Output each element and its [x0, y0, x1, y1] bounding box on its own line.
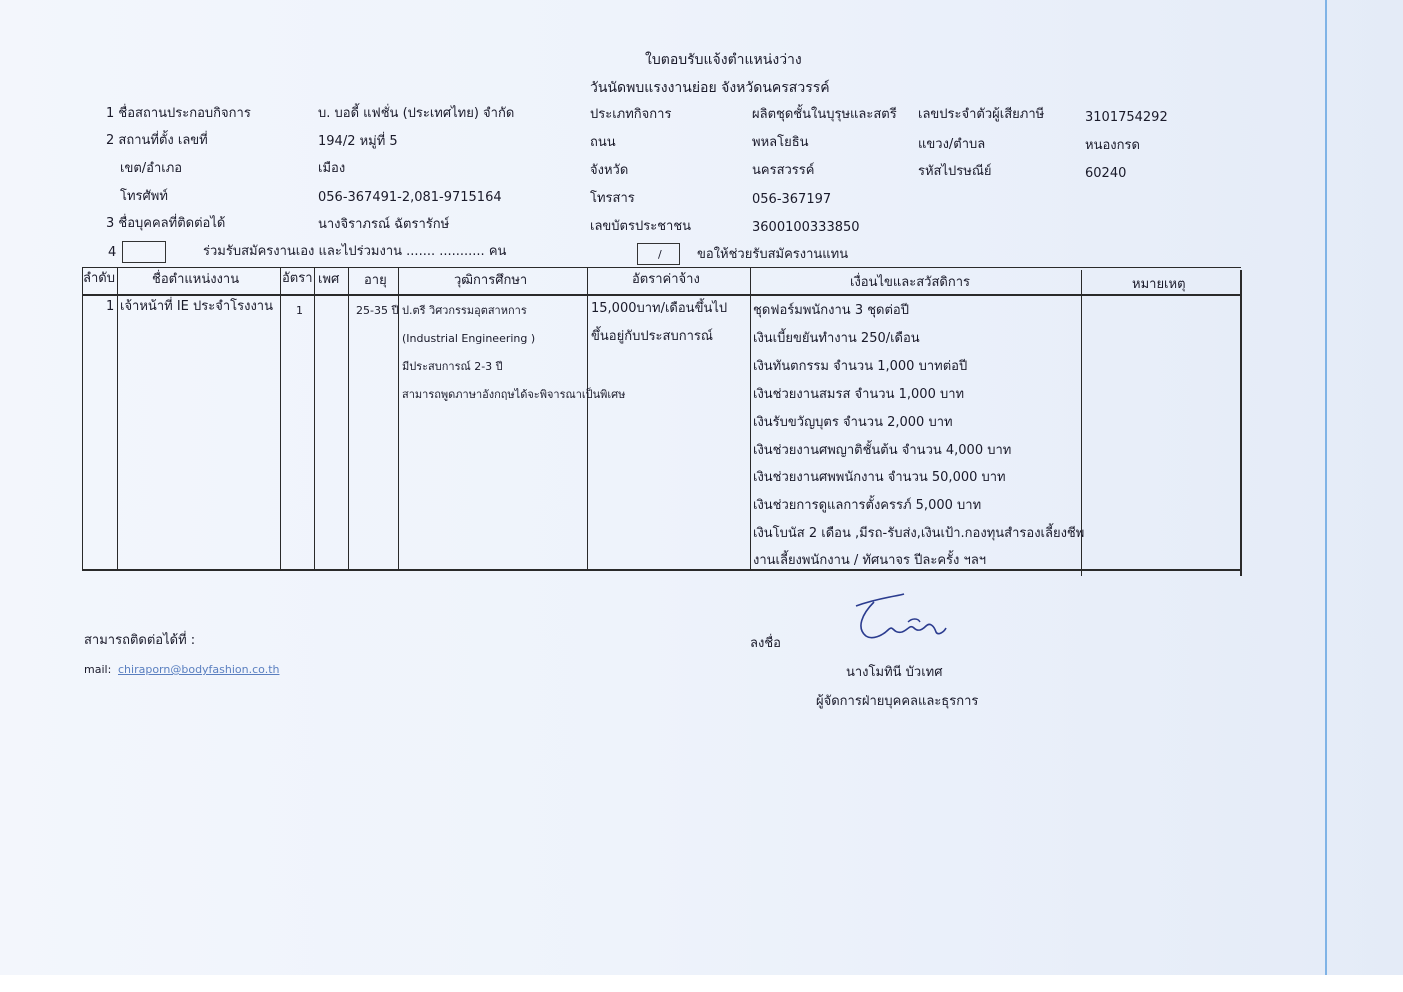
province: นครสวรรค์	[752, 163, 815, 178]
education-line-1: ป.ตรี วิศวกรรมอุตสาหการ	[402, 304, 527, 317]
benefit-line-6: เงินช่วยงานศพญาติชั้นต้น จำนวน 4,000 บาท	[753, 443, 1012, 458]
id-card-label: เลขบัตรประชาชน	[590, 219, 692, 234]
signature-image	[848, 592, 958, 652]
job-table	[82, 267, 1241, 570]
tax-id: 3101754292	[1085, 110, 1168, 125]
tax-id-label: เลขประจำตัวผู้เสียภาษี	[918, 107, 1045, 122]
education-line-4: สามารถพูดภาษาอังกฤษได้จะพิจารณาเป็นพิเศษ	[402, 388, 626, 401]
phone-label: โทรศัพท์	[120, 189, 168, 204]
header-education: วุฒิการศึกษา	[454, 273, 528, 288]
row-position: เจ้าหน้าที่ IE ประจำโรงงาน	[120, 299, 273, 314]
wage-line-1: 15,000บาท/เดือนขึ้นไป	[591, 301, 728, 316]
table-header-separator	[82, 294, 1241, 296]
row-no: 1	[106, 299, 115, 314]
postcode: 60240	[1085, 166, 1127, 181]
benefit-line-5: เงินรับขวัญบุตร จำนวน 2,000 บาท	[753, 415, 953, 430]
company-name-label: 1 ชื่อสถานประกอบกิจการ	[106, 106, 251, 121]
business-type: ผลิตชุดชั้นในบุรุษและสตรี	[752, 107, 897, 122]
option-self-recruit-label: ร่วมรับสมัครงานเอง และไปร่วมงาน ....... ........... คน	[203, 244, 507, 259]
header-benefits: เงื่อนไขและสวัสดิการ	[850, 275, 971, 290]
signer-name: นางโมทินี บัวเทศ	[846, 665, 943, 680]
col-line-7	[750, 267, 751, 570]
item-4-number: 4	[108, 245, 117, 260]
wage-line-2: ขึ้นอยู่กับประสบการณ์	[591, 329, 713, 344]
row-rate: 1	[296, 304, 303, 317]
header-no: ลำดับ	[83, 271, 115, 286]
province-label: จังหวัด	[590, 163, 629, 178]
district: เมือง	[318, 161, 346, 176]
col-line-2	[280, 267, 281, 570]
bottom-margin	[0, 975, 1403, 992]
benefit-line-4: เงินช่วยงานสมรส จำนวน 1,000 บาท	[753, 387, 965, 402]
business-type-label: ประเภทกิจการ	[590, 107, 672, 122]
fax-label: โทรสาร	[590, 191, 635, 206]
table-border-bottom	[82, 569, 1241, 571]
option-delegate-label: ขอให้ช่วยรับสมัครงานแทน	[697, 247, 849, 262]
benefit-line-2: เงินเบี้ยขยันทำงาน 250/เดือน	[753, 331, 920, 346]
signer-title: ผู้จัดการฝ่ายบุคคลและธุรการ	[816, 694, 979, 709]
address-label: 2 สถานที่ตั้ง เลขที่	[106, 133, 208, 148]
contact-label: สามารถติดต่อได้ที่ :	[84, 633, 196, 648]
contact-person: นางจิราภรณ์ ฉัตรารักษ์	[318, 217, 450, 232]
benefit-line-10: งานเลี้ยงพนักงาน / ทัศนาจร ปีละครั้ง ฯลฯ	[753, 553, 987, 568]
subdistrict-label: แขวง/ตำบล	[918, 137, 986, 152]
phone: 056-367491-2,081-9715164	[318, 190, 502, 205]
education-line-3: มีประสบการณ์ 2-3 ปี	[402, 360, 503, 373]
row-age: 25-35 ปี	[356, 304, 399, 317]
postcode-label: รหัสไปรษณีย์	[918, 164, 992, 179]
header-position: ชื่อตำแหน่งงาน	[152, 272, 240, 287]
option-delegate-mark: /	[658, 248, 662, 261]
col-line-3	[314, 267, 315, 570]
header-age: อายุ	[364, 273, 387, 288]
benefit-line-3: เงินทันตกรรม จำนวน 1,000 บาทต่อปี	[753, 359, 968, 374]
header-wage: อัตราค่าจ้าง	[632, 272, 700, 287]
col-line-1	[117, 267, 118, 570]
road: พหลโยธิน	[752, 135, 809, 150]
option-self-recruit-checkbox[interactable]	[122, 241, 166, 263]
col-line-6	[587, 267, 588, 570]
page-edge-line	[1325, 0, 1327, 975]
address-number: 194/2 หมู่ที่ 5	[318, 134, 398, 149]
header-remarks: หมายเหตุ	[1132, 277, 1186, 292]
company-name: บ. บอดี้ แฟชั่น (ประเทศไทย) จำกัด	[318, 106, 515, 121]
table-border-top	[82, 267, 1241, 268]
mail-label: mail:	[84, 663, 112, 676]
benefit-line-8: เงินช่วยการดูแลการตั้งครรภ์ 5,000 บาท	[753, 498, 982, 513]
mail-link[interactable]: chiraporn@bodyfashion.co.th	[118, 663, 280, 676]
table-border-right	[1240, 270, 1242, 576]
header-gender: เพศ	[318, 272, 340, 287]
id-card: 3600100333850	[752, 220, 860, 235]
education-line-2: (Industrial Engineering )	[402, 332, 536, 345]
option-delegate-checkbox[interactable]	[637, 243, 680, 265]
benefit-line-9: เงินโบนัส 2 เดือน ,มีรถ-รับส่ง,เงินเป้า.กองทุนสำรองเลี้ยงชีพ	[753, 526, 1085, 541]
table-border-left	[82, 267, 83, 570]
road-label: ถนน	[590, 135, 616, 150]
fax: 056-367197	[752, 192, 832, 207]
document-title: ใบตอบรับแจ้งตำแหน่งว่าง	[645, 52, 802, 68]
header-rate: อัตรา	[282, 271, 313, 286]
contact-person-label: 3 ชื่อบุคคลที่ติดต่อได้	[106, 216, 226, 231]
document-subtitle: วันนัดพบแรงงานย่อย จังหวัดนครสวรรค์	[590, 80, 830, 96]
benefit-line-7: เงินช่วยงานศพพนักงาน จำนวน 50,000 บาท	[753, 470, 1006, 485]
sign-label: ลงชื่อ	[750, 636, 781, 651]
subdistrict: หนองกรด	[1085, 138, 1140, 153]
benefit-line-1: ชุดฟอร์มพนักงาน 3 ชุดต่อปี	[753, 303, 909, 318]
col-line-4	[348, 267, 349, 570]
district-label: เขต/อำเภอ	[120, 161, 183, 176]
